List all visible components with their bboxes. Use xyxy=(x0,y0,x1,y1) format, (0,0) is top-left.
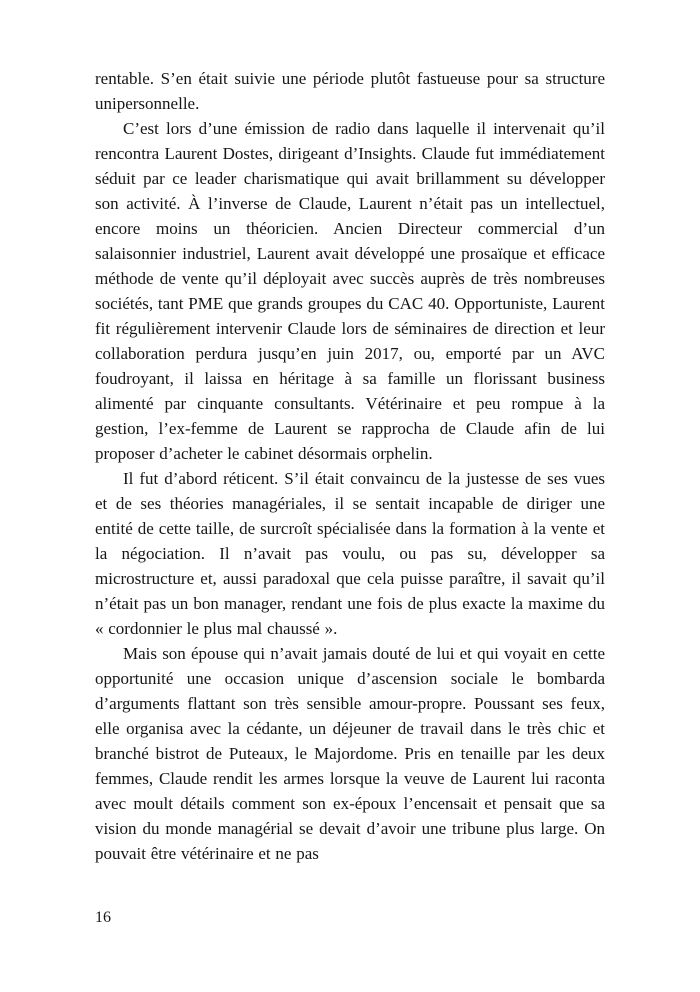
paragraph-3: Il fut d’abord réticent. S’il était convaincu de la justesse de ses vues et de ses théories managériales, il se sentait incapable de diriger une entité de cette taille, de surcroît spécialisée dans la formation à la vente et la négociation. Il n’avait pas voulu, ou pas su, développer sa microstructure et, aussi paradoxal que cela puisse paraître, il savait qu’il n’était pas un bon manager, rendant une fois de plus exacte la maxime du « cordonnier le plus mal chaussé ». xyxy=(95,469,605,638)
paragraph-1: rentable. S’en était suivie une période plutôt fastueuse pour sa structure unipersonnelle. xyxy=(95,69,605,113)
text-block xyxy=(95,66,605,866)
paragraph-4: Mais son épouse qui n’avait jamais douté de lui et qui voyait en cette opportunité une occasion unique d’ascension sociale le bombarda d’arguments flattant son très sensible amour-propre. Poussant ses feux, elle organisa avec la cédante, un déjeuner de travail dans le très chic et branché bistrot de Puteaux, le Majordome. Pris en tenaille par les deux femmes, Claude rendit les armes lorsque la veuve de Laurent lui raconta avec moult détails comment son ex-époux l’encensait et pensait que sa vision du monde managérial se devait d’avoir une tribune plus large. On pouvait être vétérinaire et ne pas xyxy=(95,644,605,863)
page-number: 16 xyxy=(95,909,111,926)
paragraph-2: C’est lors d’une émission de radio dans laquelle il intervenait qu’il rencontra Laurent Dostes, dirigeant d’Insights. Claude fut immédiatement séduit par ce leader charismatique qui avait brillamment su développer son activité. À l’inverse de Claude, Laurent n’était pas un intellectuel, encore moins un théoricien. Ancien Directeur commercial d’un salaisonnier industriel, Laurent avait développé une prosaïque et efficace méthode de vente qu’il déployait avec succès auprès de très nombreuses sociétés, tant PME que grands groupes du CAC 40. Opportuniste, Laurent fit régulièrement intervenir Claude lors de séminaires de direction et leur collaboration perdura jusqu’en juin 2017, ou, emporté par un AVC foudroyant, il laissa en héritage à sa famille un florissant business alimenté par cinquante consultants. Vétérinaire et peu rompue à la gestion, l’ex-femme de Laurent se rapprocha de Claude afin de lui proposer d’acheter le cabinet désormais orphelin. xyxy=(95,119,605,463)
